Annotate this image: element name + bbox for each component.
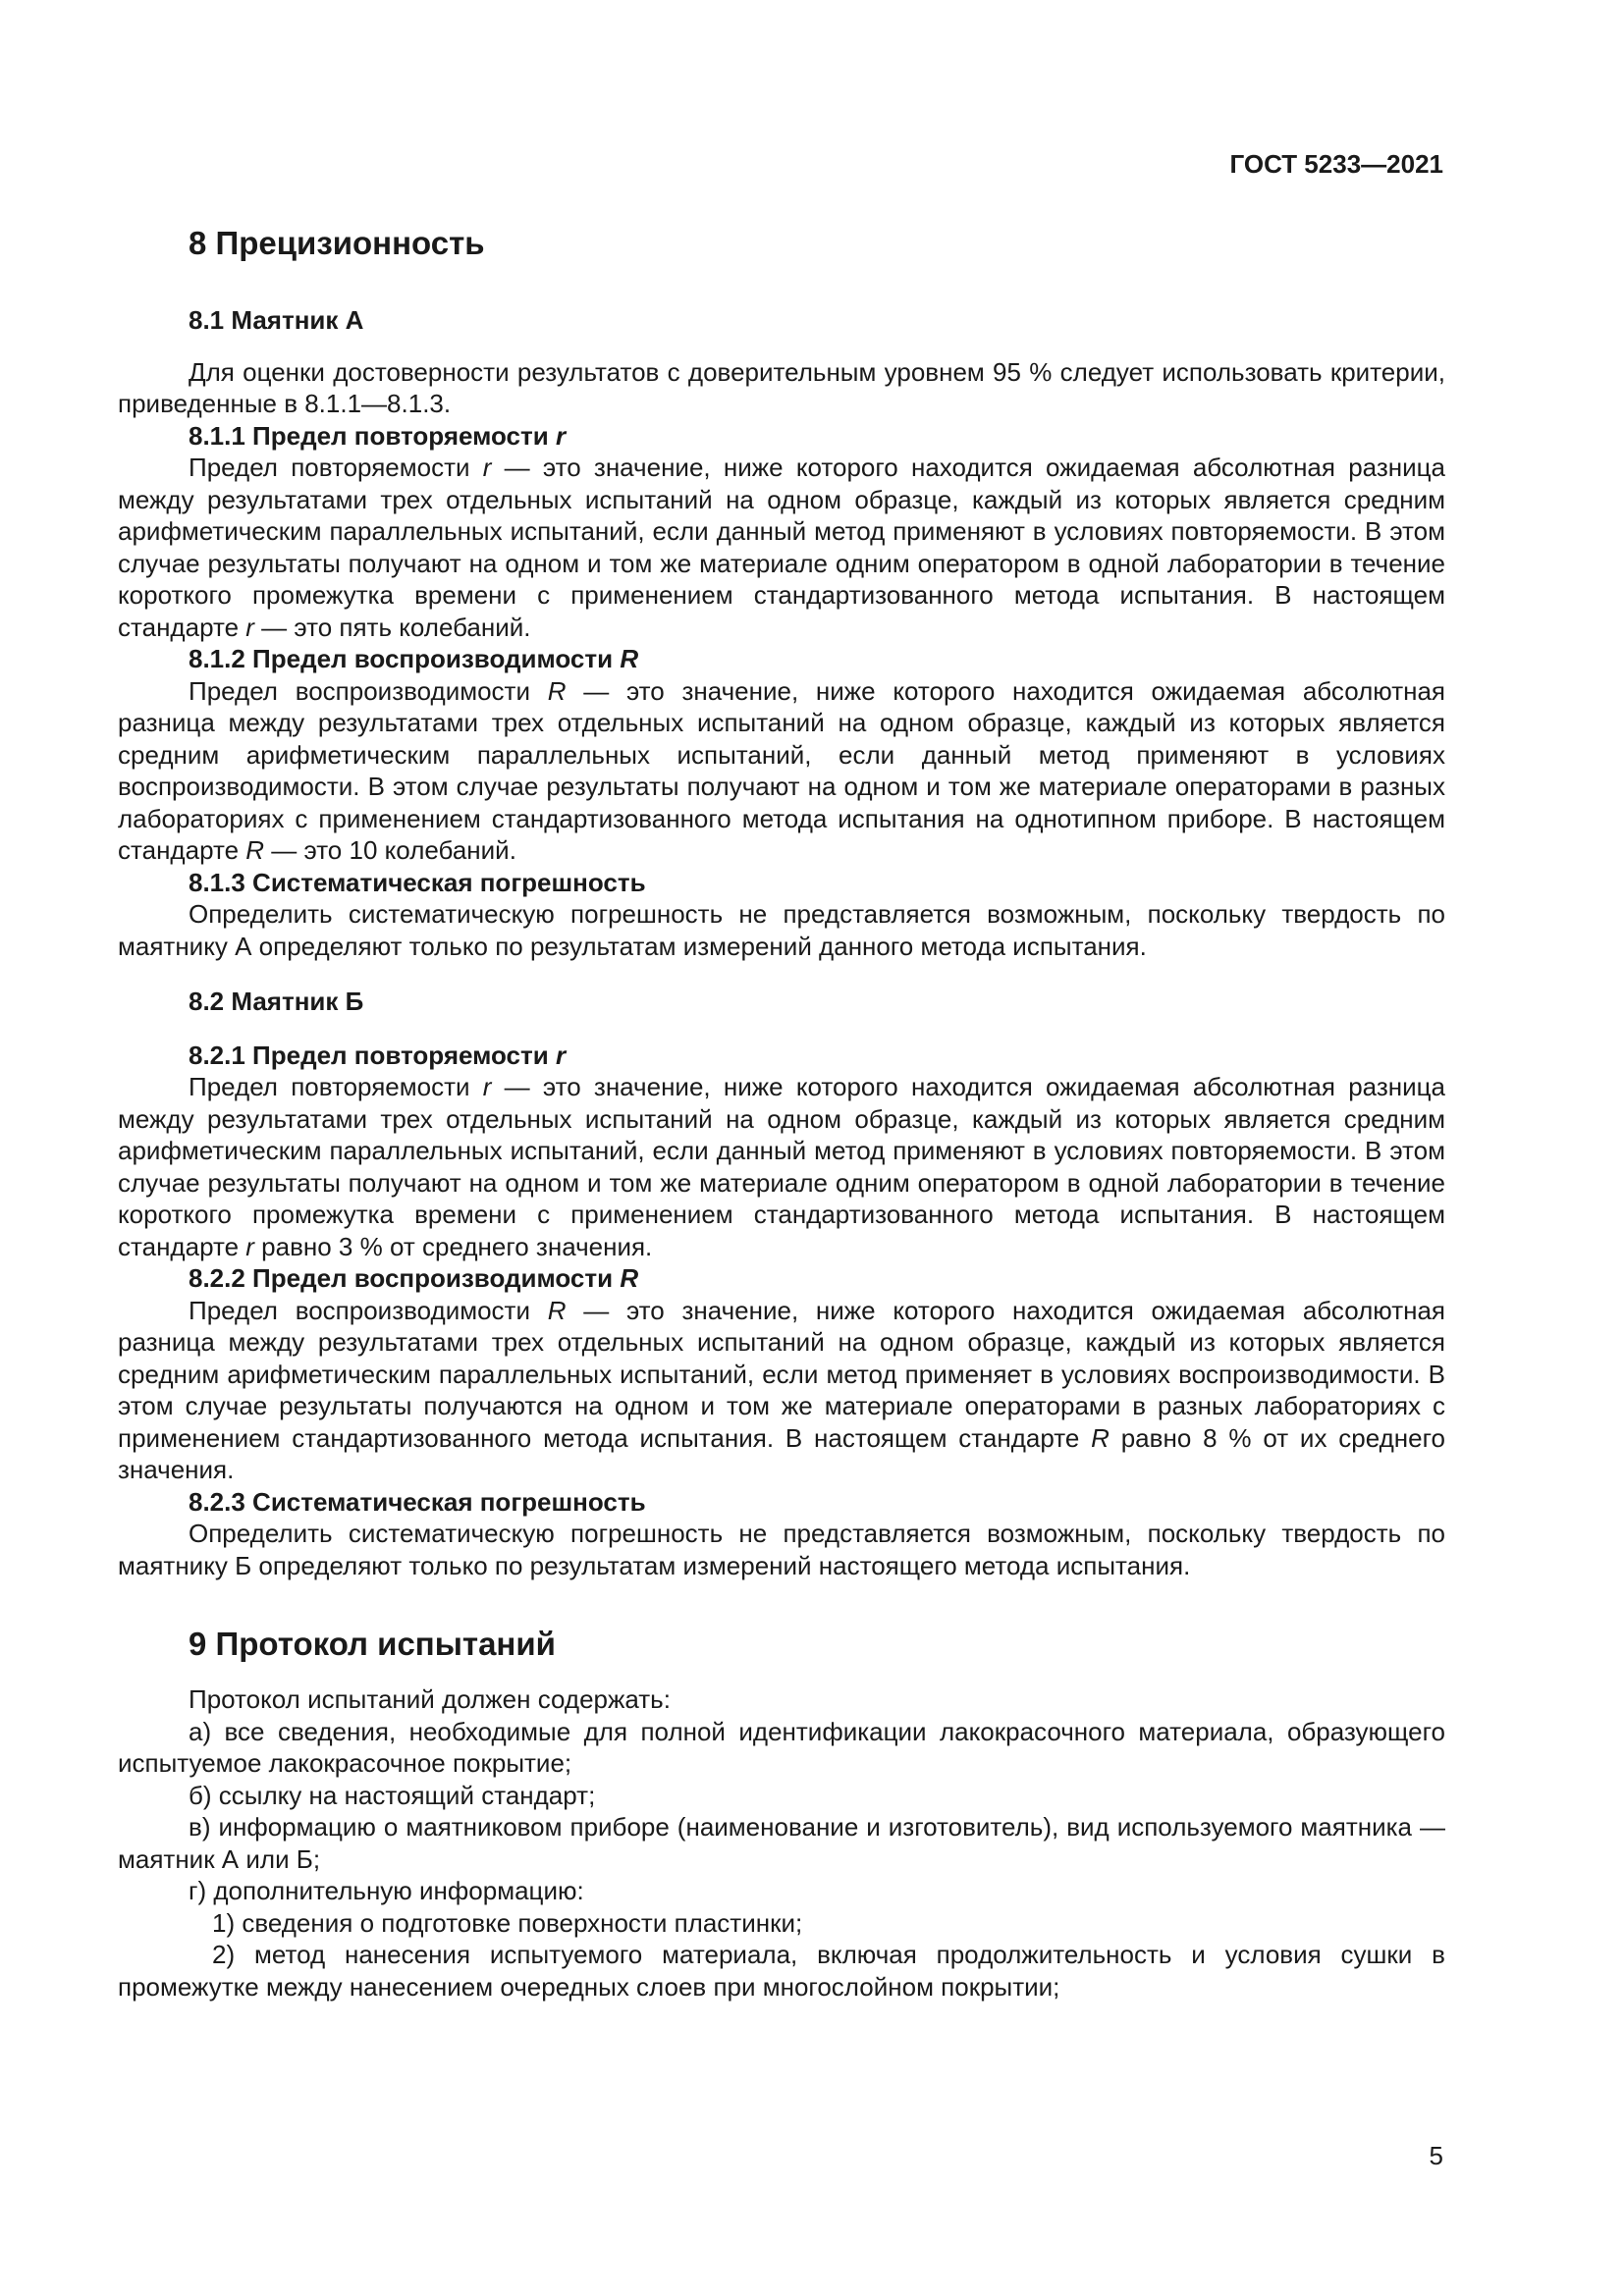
subsection-8-1-title: 8.1 Маятник А: [189, 305, 364, 335]
clause-8-1-2-title: 8.1.2 Предел воспроизводимости R: [189, 644, 639, 673]
clause-8-2-1-title: 8.2.1 Предел повторяемости r: [189, 1040, 567, 1070]
clause-8-1-3-text: Определить систематическую погрешность не представляется возможным, поскольку твердость по маятнику А определяют только по результатам измерений данного метода испытания.: [118, 899, 1445, 961]
page-content: [118, 224, 1445, 2002]
document-code: ГОСТ 5233—2021: [1229, 149, 1443, 179]
list-item: б) ссылку на настоящий стандарт;: [189, 1780, 596, 1810]
section-9-intro: Протокол испытаний должен содержать:: [189, 1684, 671, 1714]
subsection-8-2-title: 8.2 Маятник Б: [189, 987, 364, 1016]
list-subitem: 1) сведения о подготовке поверхности пластинки;: [212, 1907, 803, 1938]
list-subitem: 2) метод нанесения испытуемого материала, включая продолжительность и условия сушки в промежутке между нанесением очередных слоев при многослойном покрытии;: [118, 1940, 1445, 2002]
clause-8-2-3-title: 8.2.3 Систематическая погрешность: [189, 1486, 646, 1517]
section-8-1-intro: Для оценки достоверности результатов с доверительным уровнем 95 % следует использовать критерии, приведенные в 8.1.1—8.1.3.: [118, 356, 1445, 418]
section-8-title: 8 Прецизионность: [189, 225, 485, 261]
clause-8-1-3-title: 8.1.3 Систематическая погрешность: [189, 867, 646, 897]
clause-8-2-3-text: Определить систематическую погрешность не представляется возможным, поскольку твердость по маятнику Б определяют только по результатам измерений настоящего метода испытания.: [118, 1519, 1445, 1580]
list-item: в) информацию о маятниковом приборе (наименование и изготовитель), вид используемого маятника — маятник А или Б;: [118, 1812, 1445, 1874]
list-item: а) все сведения, необходимые для полной идентификации лакокрасочного материала, образующего испытуемое лакокрасочное покрытие;: [118, 1716, 1445, 1778]
clause-8-2-2-text: Предел воспроизводимости R — это значение, ниже которого находится ожидаемая абсолютная разница между результатами трех отдельных испытаний на одном образце, каждый из которых является средним арифметическим параллельных испытаний, если метод применяет в условиях воспроизводимости. В этом случае результаты получаются на одном и том же материале операторами в разных лабораториях с применением стандартизованного метода испытания. В настоящем стандарте R равно 8 % от их среднего значения.: [118, 1295, 1445, 1484]
clause-8-1-2-text: Предел воспроизводимости R — это значение, ниже которого находится ожидаемая абсолютная разница между результатами трех отдельных испытаний на одном образце, каждый из которых является средним арифметическим параллельных испытаний, если данный метод применяют в условиях воспроизводимости. В этом случае результаты получают на одном и том же материале операторами в разных лабораториях с применением стандартизованного метода испытания на однотипном приборе. В настоящем стандарте R — это 10 колебаний.: [118, 675, 1445, 865]
page-number: 5: [1429, 2141, 1443, 2170]
clause-8-2-1-text: Предел повторяемости r — это значение, ниже которого находится ожидаемая абсолютная разница между результатами трех отдельных испытаний на одном образце, каждый из которых является средним арифметическим параллельных испытаний, если данный метод применяют в условиях повторяемости. В этом случае результаты получают на одном и том же материале одним оператором в одной лаборатории в течение короткого промежутка времени с применением стандартизованного метода испытания. В настоящем стандарте r равно 3 % от среднего значения.: [118, 1072, 1445, 1261]
clause-8-1-1-title: 8.1.1 Предел повторяемости r: [189, 420, 567, 451]
clause-8-2-2-title: 8.2.2 Предел воспроизводимости R: [189, 1263, 639, 1293]
list-item: г) дополнительную информацию:: [189, 1876, 584, 1905]
section-9-title: 9 Протокол испытаний: [189, 1626, 556, 1662]
clause-8-1-1-text: Предел повторяемости r — это значение, ниже которого находится ожидаемая абсолютная разница между результатами трех отдельных испытаний на одном образце, каждый из которых является средним арифметическим параллельных испытаний, если данный метод применяют в условиях повторяемости. В этом случае результаты получают на одном и том же материале одним оператором в одной лаборатории в течение короткого промежутка времени с применением стандартизованного метода испытания. В настоящем стандарте r — это пять колебаний.: [118, 453, 1445, 642]
